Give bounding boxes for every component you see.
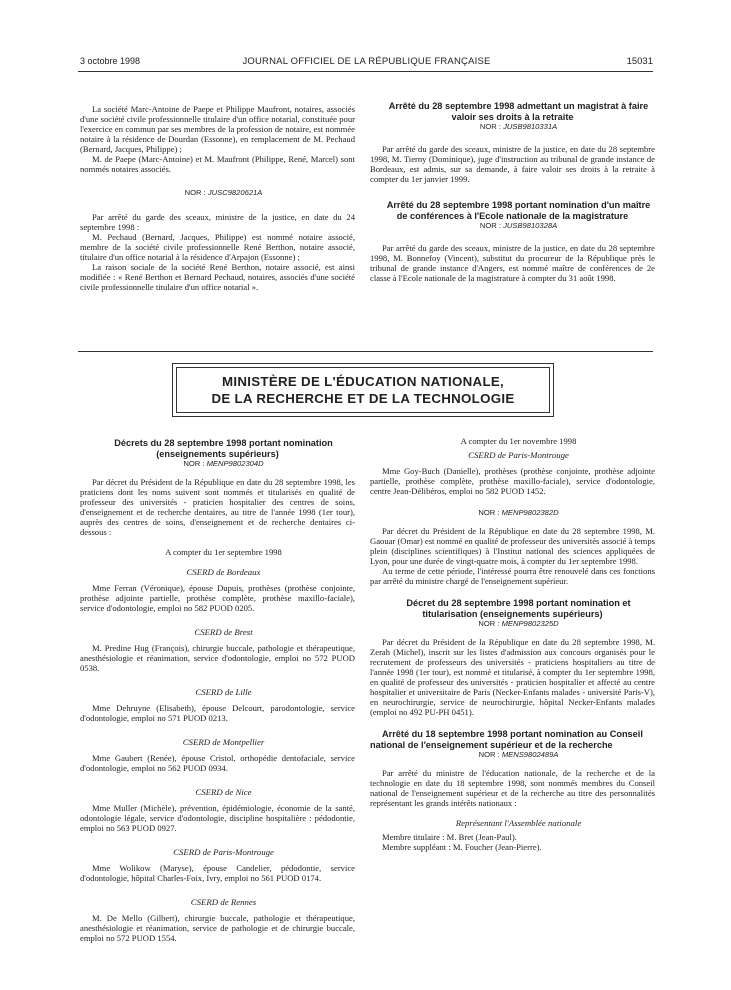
paragraph: La raison sociale de la société René Berthon, notaire associé, est ainsi modifiée : « René Berthon et Bernard Pechaud, notaires, associés d'une société civile professionnelle titulaire d'un office notarial ». — [80, 262, 355, 292]
date-line: A compter du 1er novembre 1998 — [460, 436, 577, 446]
entry-text: Mme Ferran (Véronique), épouse Dupuis, prothèses (prothèse conjointe, prothèse adjointe partielle, prothèse complète, prothèse maxillo-faciale), service d'odontologie, emploi no 582 PUOD 0205. — [80, 583, 355, 613]
decree-title: Arrêté du 28 septembre 1998 portant nomination d'un maître de conférences à l'Ecole nationale de la magistrature — [386, 200, 651, 221]
banner-line: MINISTÈRE DE L'ÉDUCATION NATIONALE, — [221, 374, 505, 389]
nor-reference: NOR : MENP9802325D — [478, 619, 559, 628]
paragraph: Par arrêté du garde des sceaux, ministre de la justice, en date du 24 septembre 1998 : — [80, 212, 355, 232]
cserd-heading: CSERD de Paris-Montrouge — [468, 450, 569, 460]
paragraph: M. de Paepe (Marc-Antoine) et M. Maufront (Philippe, René, Marcel) sont nommés notaires associés. — [80, 154, 355, 174]
decree-title: Arrêté du 18 septembre 1998 portant nomination au Conseil national de l'enseignement supérieur et de la recherche — [370, 729, 643, 750]
entry-text: Mme Goy-Buch (Danielle), prothèses (prothèse conjointe, prothèse adjointe partielle, prothèse complète, prothèse maxillo-faciale), service d'odontologie, centre Jean-Délibéros, emploi no 582 PUOD 1452. — [370, 466, 655, 496]
date-line: A compter du 1er septembre 1998 — [165, 547, 282, 557]
member-line: Membre suppléant : M. Foucher (Jean-Pierre). — [382, 842, 542, 852]
paragraph: La société Marc-Antoine de Paepe et Philippe Maufront, notaires, associés d'une société civile professionnelle titulaire d'un office notarial, constituée pour l'exercice en commun par ses membres de la profession de notaire, est nommée notaire à la résidence de Dourdan (Essonne), en remplacement de M. Pechaud (Bernard, Jacques, Philippe) ; — [80, 104, 355, 154]
entry-text: Mme Gaubert (Renée), épouse Cristol, orthopédie dentofaciale, service d'odontologie, emploi no 562 PUOD 0934. — [80, 753, 355, 773]
header-title: JOURNAL OFFICIEL DE LA RÉPUBLIQUE FRANÇAISE — [242, 56, 491, 67]
paragraph: Par arrêté du garde des sceaux, ministre de la justice, en date du 28 septembre 1998, M. Bonnefoy (Vincent), substitut du procureur de la République près le tribunal de grande instance d'Angers, est nommé maître de conférences de 2e classe à l'Ecole nationale de la magistrature à compter du 31 août 1998. — [370, 243, 655, 283]
cserd-heading: CSERD de Brest — [194, 627, 253, 637]
right-top-column — [370, 101, 655, 283]
entry-text: Mme Dehruyne (Elisabeth), épouse Delcourt, parodontologie, service d'odontologie, emploi no 571 PUOD 0213. — [80, 703, 355, 723]
nor-reference: NOR : MENP9802304D — [183, 459, 264, 468]
header-date: 3 octobre 1998 — [80, 56, 141, 66]
right-bottom-column — [370, 436, 655, 852]
cserd-heading: CSERD de Bordeaux — [186, 567, 261, 577]
entry-text: M. De Mello (Gilbert), chirurgie buccale, pathologie et thérapeutique, anesthésiologie et réanimation, service de pathologie et de chirurgie buccale, emploi no 572 PUOD 1554. — [80, 913, 355, 943]
section-divider — [78, 351, 653, 352]
decree-title: Décrets du 28 septembre 1998 portant nomination (enseignements supérieurs) — [114, 438, 333, 459]
left-bottom-column — [80, 438, 355, 943]
paragraph: Par décret du Président de la République en date du 28 septembre 1998, M. Gaouar (Omar) est nommé en qualité de professeur des universités associé à temps plein (disciplines scientifiques) à l'Institut national des sciences appliquées de Lyon, pour une durée de vingt-quatre mois, à compter du 1er septembre 1998. — [370, 526, 655, 566]
cserd-heading: CSERD de Lille — [195, 687, 252, 697]
running-header — [80, 56, 653, 70]
entry-text: M. Predine Hug (François), chirurgie buccale, pathologie et thérapeutique, anesthésiologie et réanimation, service d'odontologie, emploi no 572 PUOD 0538. — [80, 643, 355, 673]
header-rule — [78, 71, 653, 72]
nor-reference: NOR : MENP9802382D — [478, 508, 559, 517]
nor-reference: NOR : MENS9802489A — [478, 750, 559, 759]
ministry-banner — [176, 367, 550, 413]
left-top-column — [80, 104, 355, 292]
cserd-heading: CSERD de Paris-Montrouge — [173, 847, 274, 857]
entry-text: Mme Wolikow (Maryse), épouse Candelier, pédodontie, service d'odontologie, hôpital Charles-Foix, Ivry, emploi no 561 PUOD 0174. — [80, 863, 355, 883]
paragraph: M. Pechaud (Bernard, Jacques, Philippe) est nommé notaire associé, membre de la société civile professionnelle René Berthon, notaire associé, titulaire d'un office notarial à la résidence d'Arpajon (Essonne) ; — [80, 232, 355, 262]
entry-text: Mme Muller (Michèle), prévention, épidémiologie, économie de la santé, odontologie légale, service d'odontologie, discipline hospitalière : pédodontie, emploi no 563 PUOD 0927. — [80, 803, 355, 833]
cserd-heading: CSERD de Rennes — [190, 897, 257, 907]
page-number: 15031 — [626, 56, 653, 67]
paragraph: Par décret du Président de la République en date du 28 septembre 1998, les praticiens dont les noms suivent sont nommés et titularisés en qualité de professeur des universités - praticien hospitalier des centres de soins, d'enseignement et de recherche dentaires, au titre de l'année 1998 (1er tour), auprès des centres de soins, d'enseignement et de recherche dentaires ci-dessous : — [80, 477, 355, 537]
banner-line: DE LA RECHERCHE ET DE LA TECHNOLOGIE — [211, 391, 515, 406]
representative-heading: Représentant l'Assemblée nationale — [455, 818, 582, 828]
paragraph: Par décret du Président de la République en date du 28 septembre 1998, M. Zerah (Michel), inscrit sur les listes d'admission aux concours organisés pour le recrutement de professeurs des universités - praticiens hospitaliers au titre de l'année 1998 (1er tour), est nommé et titularisé, à compter du 1er septembre 1998, en qualité de professeur des universités - praticien hospitalier et affecté au centre hospitalier et universitaire de Paris (Necker-Enfants malades - université Paris-V), en neurochirurgie, service de neurochirurgie, hôpital Necker-Enfants malades (emploi no 492 PU-PH 0451). — [370, 637, 655, 717]
nor-reference: NOR : JUSB9810328A — [479, 221, 558, 230]
cserd-heading: CSERD de Montpellier — [182, 737, 265, 747]
member-line: Membre titulaire : M. Bret (Jean-Paul). — [382, 832, 517, 842]
paragraph: Par arrêté du garde des sceaux, ministre de la justice, en date du 28 septembre 1998, M. Tierny (Dominique), juge d'instruction au tribunal de grande instance de Bordeaux, est admis, sur sa demande, à faire valoir ses droits à la retraite à compter du 1er janvier 1999. — [370, 144, 655, 184]
nor-reference: NOR : JUSC9820621A — [184, 188, 263, 197]
decree-title: Décret du 28 septembre 1998 portant nomination et titularisation (enseignements supérieurs) — [406, 598, 631, 619]
decree-title: Arrêté du 28 septembre 1998 admettant un magistrat à faire valoir ses droits à la retraite — [388, 101, 649, 122]
paragraph: Par arrêté du ministre de l'éducation nationale, de la recherche et de la technologie en date du 18 septembre 1998, sont nommés membres du Conseil national de l'enseignement supérieur et de la recherche au titre des personnalités représentant les grands intérêts nationaux : — [370, 768, 655, 808]
paragraph: Au terme de cette période, l'intéressé pourra être renouvelé dans ces fonctions par arrêté du ministre chargé de l'enseignement supérieur. — [370, 566, 655, 586]
cserd-heading: CSERD de Nice — [195, 787, 252, 797]
nor-reference: NOR : JUSB9810331A — [479, 122, 558, 131]
